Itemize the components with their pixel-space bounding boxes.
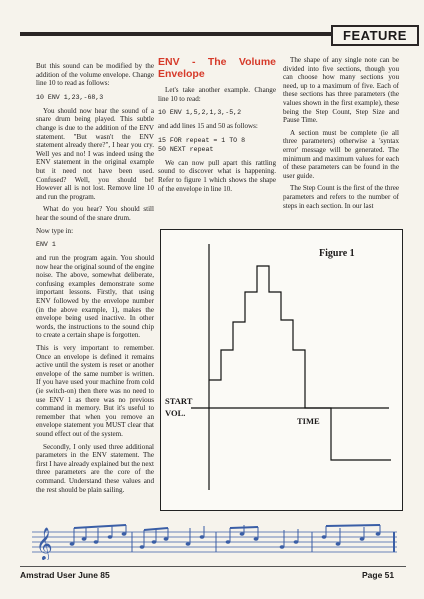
paragraph: and run the program again. You should now hear the original sound of the engine noise. The above, somewhat deliberate, confusing examples demonstrate some important lessons. Firstly, that using ENV followed by the envelope number (in the above example, 1), makes the envelope being used inactive. In other words, the instructions to the sound chip to create a certain shape is forgotten. bbox=[36, 254, 154, 340]
page-number: Page 51 bbox=[362, 570, 395, 580]
envelope-diagram bbox=[161, 230, 402, 510]
figure-title: Figure 1 bbox=[319, 248, 355, 259]
envelope-trace bbox=[209, 266, 391, 460]
figure-1 bbox=[160, 229, 403, 511]
code-listing: ENV 1 bbox=[36, 241, 56, 249]
article-headline: ENV - The Volume Envelope bbox=[158, 56, 276, 80]
paragraph: The shape of any single note can be divided into five sections, though you can choose how many sections you need, up to a maximum of five. Each of these sections has three parameters (the values shown in the first example), these being the Step Count, Step Size and Pause Time. bbox=[283, 56, 399, 125]
paragraph: and add lines 15 and 50 as follows: bbox=[158, 122, 258, 131]
code-listing: 10 ENV 1,5,2,1,3,-5,2 bbox=[158, 109, 242, 117]
column-3 bbox=[283, 56, 399, 214]
paragraph: Let's take another example. Change line 10 to read: bbox=[158, 86, 276, 103]
publication-footer: Amstrad User June 85 bbox=[20, 570, 110, 580]
paragraph: This is very important to remember. Once an envelope is defined it remains active until the system is reset or another envelope of the same number is written. If you have used your machine from cold (ie switch-on) then there was no need to use ENV 1 as there was no previous command in memory. But it's useful to remember that when you remove an envelope statement you MUST clear that sound effect out of the system. bbox=[36, 344, 154, 438]
code-listing: 15 FOR repeat = 1 TO 8 50 NEXT repeat bbox=[158, 136, 246, 153]
time-label: TIME bbox=[297, 416, 320, 426]
paragraph: A section must be complete (ie all three parameters) otherwise a 'syntax error' message will be generated. The minimum and maximum values for each of these parameters can be found in the user guide. bbox=[283, 128, 399, 180]
paragraph: What do you hear? You should still hear the sound of the snare drum. bbox=[36, 205, 154, 222]
footer-rule bbox=[20, 566, 406, 567]
paragraph: Now type in: bbox=[36, 226, 74, 235]
code-listing: 10 ENV 1,23,-68,3 bbox=[36, 93, 104, 101]
paragraph: Secondly, I only used three additional parameters in the ENV statement. The first I have already explained but the next three parameters are the core of the command. Understand these values and the rest should be plain sailing. bbox=[36, 442, 154, 494]
column-2 bbox=[158, 56, 276, 197]
column-1 bbox=[36, 62, 154, 498]
paragraph: But this sound can be modified by the addition of the volume envelope. Change line 10 to read as follows: bbox=[36, 62, 154, 88]
vol-label: VOL. bbox=[165, 408, 186, 418]
music-staff-decoration bbox=[32, 522, 397, 560]
paragraph: We can now pull apart this rattling sound to discover what is happening. Refer to figure 1 which shows the shape of the envelope in line 10. bbox=[158, 158, 276, 193]
treble-clef-icon: 𝄞 bbox=[36, 527, 53, 560]
section-badge: FEATURE bbox=[331, 25, 419, 46]
start-label: START bbox=[165, 396, 193, 406]
paragraph: The Step Count is the first of the three parameters and refers to the number of steps in each section. In our last bbox=[283, 184, 399, 210]
header-rule bbox=[20, 32, 378, 36]
paragraph: You should now hear the sound of a snare drum being played. This subtle change is due to the addition of the ENV statement. "But wasn't the ENV statement already there?", I hear you cry. Well yes and no! I was indeed using the ENV statement in the original example but it need not have been used. Confused? Well, you should be! However all is not lost. Remove line 10 and run the program. bbox=[36, 106, 154, 201]
